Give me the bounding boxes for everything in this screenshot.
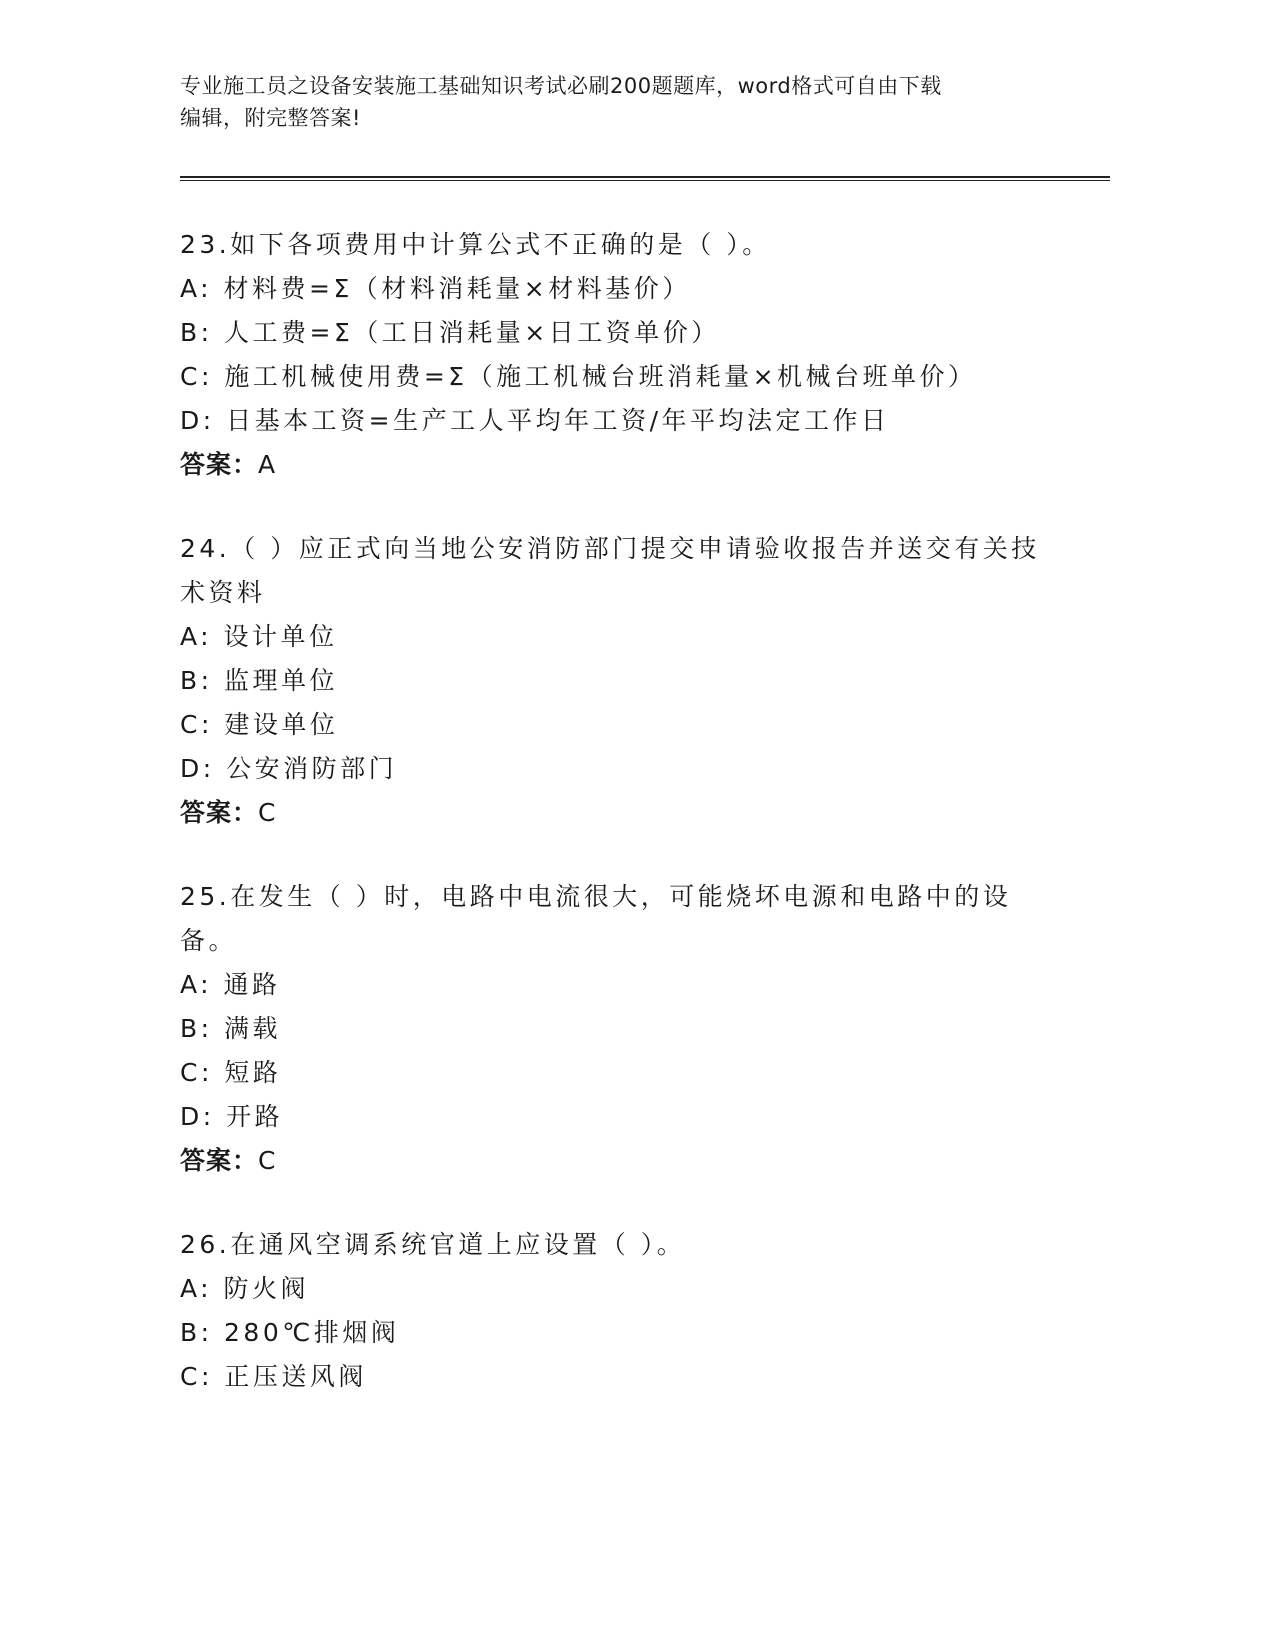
- question-stem: 23.如下各项费用中计算公式不正确的是（ ）。: [180, 230, 771, 259]
- answer-value: C: [258, 798, 277, 827]
- option-c: C: 施工机械使用费=Σ（施工机械台班消耗量×机械台班单价）: [180, 362, 977, 391]
- option-b: B: 人工费=Σ（工日消耗量×日工资单价）: [180, 318, 720, 347]
- header-title-line-2: 编辑，附完整答案!: [180, 106, 361, 130]
- header-title-line-1: 专业施工员之设备安装施工基础知识考试必刷200题题库，word格式可自由下载: [180, 74, 942, 98]
- answer-line: [180, 791, 1060, 835]
- question-24: [180, 527, 1060, 835]
- question-26: [180, 1223, 1060, 1399]
- option-a: A: 设计单位: [180, 622, 338, 651]
- document-header: [180, 70, 1040, 134]
- option-d: D: 公安消防部门: [180, 754, 398, 783]
- option-d: D: 日基本工资=生产工人平均年工资/年平均法定工作日: [180, 406, 890, 435]
- option-a: A: 材料费=Σ（材料消耗量×材料基价）: [180, 274, 691, 303]
- answer-line: [180, 443, 1060, 487]
- question-stem: 26.在通风空调系统官道上应设置（ ）。: [180, 1230, 686, 1259]
- option-c: C: 短路: [180, 1058, 282, 1087]
- question-23: [180, 223, 1060, 487]
- option-b: B: 监理单位: [180, 666, 339, 695]
- answer-value: C: [258, 1146, 277, 1175]
- question-list: [180, 223, 1060, 1439]
- option-a: A: 通路: [180, 970, 281, 999]
- option-a: A: 防火阀: [180, 1274, 310, 1303]
- answer-label: 答案：: [180, 798, 259, 827]
- option-c: C: 建设单位: [180, 710, 339, 739]
- answer-label: 答案：: [180, 1146, 259, 1175]
- question-stem: 25.在发生（ ）时，电路中电流很大，可能烧坏电源和电路中的设备。: [180, 882, 1012, 955]
- question-25: [180, 875, 1060, 1183]
- question-stem: 24.（ ）应正式向当地公安消防部门提交申请验收报告并送交有关技术资料: [180, 534, 1040, 607]
- answer-label: 答案：: [180, 450, 259, 479]
- document-page: [180, 0, 1110, 1650]
- answer-line: [180, 1139, 1060, 1183]
- option-b: B: 满载: [180, 1014, 282, 1043]
- option-d: D: 开路: [180, 1102, 284, 1131]
- answer-value: A: [258, 450, 277, 479]
- option-c: C: 正压送风阀: [180, 1362, 367, 1391]
- header-divider: [180, 176, 1110, 181]
- option-b: B: 280℃排烟阀: [180, 1318, 400, 1347]
